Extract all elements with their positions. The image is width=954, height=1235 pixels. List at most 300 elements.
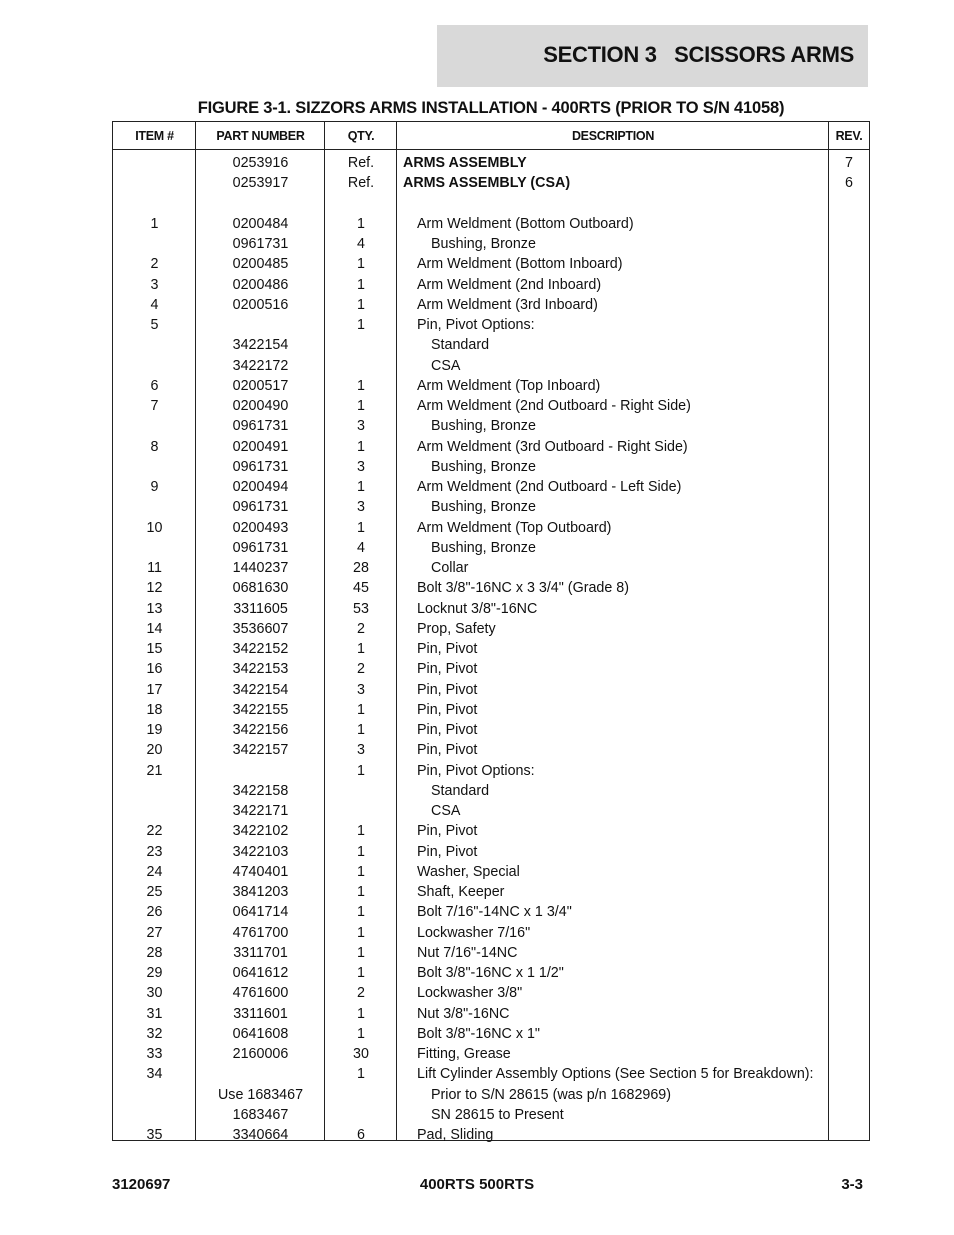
cell-part-number (196, 194, 325, 214)
cell-description: Pin, Pivot (417, 742, 478, 759)
cell-description: CSA (431, 357, 461, 374)
cell-part-number (196, 315, 325, 335)
cell-description: Locknut 3/8"-16NC (417, 600, 538, 617)
cell-description: Collar (431, 560, 469, 576)
cell-rev (829, 680, 869, 700)
cell-rev (829, 396, 869, 416)
cell-item: 12 (146, 580, 163, 597)
cell-part-number: 3422172 (232, 357, 289, 374)
cell-part-number: 3536607 (232, 620, 289, 637)
cell-part-number: 0961731 (232, 539, 289, 556)
table-row (113, 842, 869, 862)
cell-item: 1 (150, 215, 159, 232)
cell-description: CSA (431, 803, 461, 819)
footer-page-number: 3-3 (841, 1176, 863, 1193)
table-row (113, 740, 869, 760)
cell-item: 11 (147, 560, 162, 576)
cell-item: 29 (146, 965, 163, 981)
cell-qty: 3 (357, 418, 365, 435)
cell-rev (829, 1004, 869, 1024)
cell-rev (829, 781, 869, 801)
cell-part-number: 0961731 (232, 499, 289, 516)
cell-qty: 53 (353, 600, 369, 617)
cell-description: Pad, Sliding (417, 1127, 494, 1143)
table-row (113, 518, 869, 538)
cell-description: Pin, Pivot (417, 661, 478, 678)
cell-part-number: 0961731 (232, 418, 289, 435)
cell-qty: 1 (357, 965, 365, 981)
cell-description: Pin, Pivot (417, 641, 478, 657)
cell-description: Pin, Pivot Options: (417, 762, 535, 779)
table-row (113, 254, 869, 274)
cell-rev (829, 842, 869, 862)
cell-description: Bushing, Bronze (431, 458, 536, 475)
cell-rev (829, 1125, 869, 1145)
cell-part-number: Use 1683467 (217, 1086, 304, 1103)
cell-item (113, 416, 196, 436)
cell-item: 22 (146, 823, 163, 840)
cell-rev (829, 1044, 869, 1064)
cell-qty: 1 (357, 1005, 365, 1022)
cell-description: Pin, Pivot (417, 701, 478, 718)
cell-item: 18 (146, 701, 163, 718)
cell-qty: 4 (357, 539, 365, 556)
cell-part-number: 3422158 (232, 782, 289, 799)
cell-rev (829, 437, 869, 457)
cell-qty: 1 (357, 823, 365, 840)
cell-description: SN 28615 to Present (431, 1106, 564, 1123)
cell-description: Arm Weldment (2nd Inboard) (417, 276, 602, 293)
cell-qty: 1 (357, 722, 365, 738)
table-row (113, 214, 869, 234)
cell-part-number: 3422154 (232, 681, 289, 698)
cell-description: Pin, Pivot Options: (417, 317, 535, 333)
table-row (113, 1064, 869, 1084)
table-row (113, 153, 869, 173)
cell-item: 32 (146, 1025, 163, 1042)
cell-description: Standard (431, 337, 490, 354)
table-row (113, 781, 869, 801)
table-row (113, 902, 869, 922)
table-row (113, 376, 869, 396)
cell-rev (829, 761, 869, 781)
cell-item: 10 (146, 519, 163, 536)
figure-title: FIGURE 3-1. SIZZORS ARMS INSTALLATION - 400RTS (PRIOR TO S/N 41058) (197, 99, 785, 117)
cell-qty (325, 194, 397, 214)
cell-part-number: 0200486 (232, 276, 289, 293)
cell-qty: Ref. (347, 155, 375, 171)
cell-item (113, 335, 196, 355)
cell-item: 6 (150, 377, 159, 394)
cell-item: 20 (146, 742, 163, 759)
cell-qty: 2 (357, 620, 365, 637)
cell-rev (829, 538, 869, 558)
cell-qty: 4 (357, 236, 365, 252)
cell-rev (829, 1024, 869, 1044)
cell-part-number: 0641612 (232, 965, 289, 981)
cell-part-number: 0200493 (232, 519, 289, 536)
cell-description: Bushing, Bronze (431, 499, 536, 516)
cell-part-number: 3422156 (232, 722, 289, 738)
cell-item: 2 (150, 256, 159, 273)
cell-description: Arm Weldment (3rd Outboard - Right Side) (417, 438, 688, 455)
cell-part-number: 0961731 (232, 236, 289, 252)
table-row (113, 700, 869, 720)
cell-part-number: 3422171 (232, 803, 289, 819)
cell-item: 23 (146, 843, 163, 860)
cell-qty: 45 (353, 580, 369, 597)
cell-description: Bolt 3/8"-16NC x 1 1/2" (417, 965, 564, 981)
cell-item: 30 (146, 985, 163, 1002)
cell-qty (325, 335, 397, 355)
cell-description: Arm Weldment (Bottom Outboard) (417, 215, 634, 232)
table-row (113, 477, 869, 497)
cell-rev (829, 801, 869, 821)
cell-part-number: 0641608 (232, 1025, 289, 1042)
cell-qty: 1 (357, 762, 365, 779)
cell-part-number: 3422152 (232, 641, 289, 657)
table-row (113, 1004, 869, 1024)
cell-qty: 3 (357, 681, 365, 698)
cell-item: 4 (150, 296, 159, 313)
section-banner (437, 25, 868, 87)
table-row (113, 821, 869, 841)
cell-rev (829, 578, 869, 598)
table-row (113, 497, 869, 517)
table-row (113, 1105, 869, 1125)
cell-qty: 6 (357, 1127, 365, 1143)
cell-part-number: 0681630 (232, 580, 289, 597)
cell-rev (829, 700, 869, 720)
cell-part-number: 0200490 (232, 398, 289, 414)
cell-qty: 1 (357, 398, 365, 414)
cell-item: 16 (146, 661, 163, 678)
header-qty: QTY. (347, 128, 375, 143)
cell-item (113, 457, 196, 477)
cell-rev (829, 234, 869, 254)
table-row (113, 578, 869, 598)
cell-qty: 3 (357, 499, 365, 516)
cell-item: 31 (146, 1005, 163, 1022)
table-row (113, 1085, 869, 1105)
footer-model: 400RTS 500RTS (419, 1176, 535, 1193)
cell-description: Pin, Pivot (417, 681, 478, 698)
cell-item: 13 (146, 600, 163, 617)
cell-description: Arm Weldment (Top Inboard) (417, 377, 601, 394)
cell-description: Standard (431, 782, 490, 799)
cell-item: 14 (146, 620, 163, 637)
cell-part-number (196, 761, 325, 781)
table-row (113, 862, 869, 882)
cell-rev (829, 254, 869, 274)
cell-part-number: 3422153 (232, 661, 289, 678)
cell-item: 26 (146, 904, 163, 921)
table-header-row (113, 122, 869, 150)
cell-rev (829, 963, 869, 983)
cell-item: 8 (150, 438, 159, 455)
cell-item (113, 194, 196, 214)
table-row (113, 943, 869, 963)
cell-item (113, 497, 196, 517)
cell-description: Arm Weldment (Top Outboard) (417, 519, 612, 536)
cell-description: Bushing, Bronze (431, 539, 536, 556)
cell-description: ARMS ASSEMBLY (CSA) (403, 175, 571, 192)
cell-rev (829, 214, 869, 234)
cell-part-number: 0253916 (232, 155, 289, 171)
cell-item: 17 (146, 681, 163, 698)
cell-item: 7 (150, 398, 159, 414)
cell-part-number: 0200494 (232, 479, 289, 495)
cell-part-number: 0961731 (232, 458, 289, 475)
cell-part-number: 3311701 (233, 944, 288, 961)
cell-rev (829, 295, 869, 315)
cell-qty (325, 781, 397, 801)
cell-description: Bolt 3/8"-16NC x 3 3/4" (Grade 8) (417, 580, 629, 597)
cell-qty: 1 (357, 924, 365, 941)
cell-qty (325, 1105, 397, 1125)
cell-item: 27 (146, 924, 163, 941)
table-row (113, 963, 869, 983)
cell-description: Bushing, Bronze (431, 236, 536, 252)
table-row (113, 761, 869, 781)
cell-rev (829, 518, 869, 538)
cell-part-number: 3422102 (232, 823, 289, 840)
table-body (113, 153, 869, 1145)
cell-qty: 1 (357, 479, 365, 495)
cell-rev (829, 882, 869, 902)
cell-description: ARMS ASSEMBLY (403, 155, 527, 171)
cell-part-number: 3422103 (232, 843, 289, 860)
cell-qty: 1 (357, 519, 365, 536)
table-row (113, 173, 869, 193)
table-row (113, 983, 869, 1003)
table-row (113, 396, 869, 416)
cell-description: Pin, Pivot (417, 722, 478, 738)
cell-item: 33 (146, 1046, 163, 1062)
cell-description: Arm Weldment (Bottom Inboard) (417, 256, 623, 273)
cell-item: 35 (146, 1127, 163, 1143)
cell-item (113, 1085, 196, 1105)
cell-part-number: 3422157 (232, 742, 289, 759)
table-row (113, 659, 869, 679)
cell-rev (829, 720, 869, 740)
cell-rev (829, 558, 869, 578)
cell-description: Pin, Pivot (417, 843, 478, 860)
cell-description: Lift Cylinder Assembly Options (See Section 5 for Breakdown): (417, 1066, 814, 1083)
cell-qty: 1 (357, 276, 365, 293)
cell-part-number: 2160006 (232, 1046, 289, 1062)
cell-qty: 30 (353, 1046, 369, 1062)
cell-qty (325, 1085, 397, 1105)
cell-rev (829, 923, 869, 943)
table-row (113, 295, 869, 315)
cell-item: 24 (146, 863, 163, 880)
section-title: SECTION 3 SCISSORS ARMS (543, 42, 854, 67)
header-item: ITEM # (135, 128, 174, 143)
cell-rev (829, 943, 869, 963)
cell-part-number: 3841203 (232, 884, 289, 900)
table-row (113, 275, 869, 295)
cell-description: Arm Weldment (2nd Outboard - Right Side) (417, 398, 691, 414)
cell-item: 3 (150, 276, 159, 293)
cell-qty: 1 (357, 438, 365, 455)
cell-description: Nut 7/16"-14NC (417, 944, 518, 961)
cell-item (113, 234, 196, 254)
cell-part-number: 3311605 (233, 600, 288, 617)
cell-rev (829, 821, 869, 841)
cell-qty: 1 (357, 904, 365, 921)
cell-qty: 2 (357, 985, 365, 1002)
cell-item (113, 173, 196, 193)
cell-part-number: 0200517 (232, 377, 289, 394)
cell-description: Bolt 7/16"-14NC x 1 3/4" (417, 904, 572, 921)
cell-part-number: 0200491 (232, 438, 289, 455)
cell-qty (325, 356, 397, 376)
cell-rev (829, 862, 869, 882)
table-row (113, 356, 869, 376)
cell-rev (829, 376, 869, 396)
cell-description: Arm Weldment (2nd Outboard - Left Side) (417, 479, 682, 495)
table-row (113, 680, 869, 700)
cell-description: Prior to S/N 28615 (was p/n 1682969) (431, 1086, 672, 1103)
cell-qty (325, 801, 397, 821)
cell-description: Fitting, Grease (417, 1046, 511, 1062)
cell-item: 25 (146, 884, 163, 900)
cell-rev (829, 315, 869, 335)
cell-part-number: 0200485 (232, 256, 289, 273)
cell-qty: 1 (357, 863, 365, 880)
table-row (113, 720, 869, 740)
cell-rev (829, 619, 869, 639)
cell-item (113, 801, 196, 821)
table-row (113, 923, 869, 943)
cell-rev (829, 639, 869, 659)
table-row (113, 619, 869, 639)
cell-part-number: 4761600 (232, 985, 289, 1002)
cell-item (113, 781, 196, 801)
table-row (113, 437, 869, 457)
cell-rev (829, 335, 869, 355)
cell-qty: 1 (357, 701, 365, 718)
table-row (113, 538, 869, 558)
cell-part-number: 0200484 (232, 215, 289, 232)
header-part-number: PART NUMBER (216, 128, 305, 143)
cell-rev (829, 1064, 869, 1084)
table-row (113, 801, 869, 821)
footer-document-number: 3120697 (112, 1176, 171, 1193)
cell-part-number: 3340664 (232, 1127, 289, 1143)
cell-item: 9 (150, 479, 159, 495)
cell-item (113, 153, 196, 173)
cell-description: Washer, Special (417, 863, 520, 880)
header-description: DESCRIPTION (571, 128, 655, 143)
cell-qty: 3 (357, 742, 365, 759)
cell-part-number: 1683467 (232, 1106, 289, 1123)
table-row (113, 882, 869, 902)
cell-qty: 1 (357, 884, 365, 900)
cell-part-number: 4740401 (232, 863, 289, 880)
cell-rev (829, 356, 869, 376)
header-rev: REV. (835, 128, 863, 143)
table-row (113, 234, 869, 254)
cell-qty: 1 (357, 1025, 365, 1042)
cell-part-number: 3422154 (232, 337, 289, 354)
cell-part-number: 3422155 (232, 701, 289, 718)
cell-part-number: 0200516 (232, 296, 289, 313)
cell-description: Shaft, Keeper (417, 884, 505, 900)
cell-item (113, 1105, 196, 1125)
cell-item (113, 356, 196, 376)
cell-part-number: 3311601 (233, 1005, 288, 1022)
table-row (113, 457, 869, 477)
cell-item: 34 (146, 1066, 163, 1083)
cell-rev (829, 1085, 869, 1105)
cell-rev (829, 275, 869, 295)
cell-rev (829, 659, 869, 679)
cell-qty: 1 (357, 215, 365, 232)
cell-qty: 1 (357, 944, 365, 961)
cell-qty: 1 (357, 843, 365, 860)
cell-part-number: 1440237 (232, 560, 289, 576)
cell-item: 15 (146, 641, 163, 657)
cell-item: 28 (146, 944, 163, 961)
cell-description: Prop, Safety (417, 620, 496, 637)
table-row (113, 194, 869, 214)
cell-rev (829, 1105, 869, 1125)
cell-description: Bushing, Bronze (431, 418, 536, 435)
table-row (113, 315, 869, 335)
cell-rev (829, 983, 869, 1003)
cell-rev (829, 497, 869, 517)
table-row (113, 599, 869, 619)
cell-description: Lockwasher 3/8" (417, 985, 523, 1002)
cell-item (113, 538, 196, 558)
cell-qty: 2 (357, 661, 365, 678)
cell-description (397, 194, 829, 214)
cell-description: Arm Weldment (3rd Inboard) (417, 296, 598, 313)
cell-rev (829, 599, 869, 619)
cell-qty: 3 (357, 458, 365, 475)
cell-qty: 1 (357, 317, 365, 333)
cell-rev (829, 740, 869, 760)
cell-part-number: 0641714 (232, 904, 289, 921)
cell-rev: 7 (845, 155, 853, 171)
cell-item: 19 (146, 722, 163, 738)
cell-qty: 1 (357, 641, 365, 657)
table-row (113, 335, 869, 355)
table-row (113, 558, 869, 578)
cell-rev (829, 416, 869, 436)
table-row (113, 1125, 869, 1145)
cell-qty: 1 (357, 1066, 365, 1083)
table-row (113, 1024, 869, 1044)
cell-rev (829, 902, 869, 922)
parts-table (112, 121, 870, 1141)
cell-description: Pin, Pivot (417, 823, 478, 840)
cell-item: 5 (150, 317, 159, 333)
cell-qty: 1 (357, 256, 365, 273)
cell-part-number: 4761700 (232, 924, 289, 941)
cell-item: 21 (146, 762, 163, 779)
cell-qty: 1 (357, 377, 365, 394)
cell-rev (829, 457, 869, 477)
cell-qty: 28 (353, 560, 369, 576)
table-row (113, 416, 869, 436)
table-row (113, 639, 869, 659)
cell-part-number (196, 1064, 325, 1084)
cell-rev: 6 (845, 175, 853, 192)
cell-rev (829, 477, 869, 497)
